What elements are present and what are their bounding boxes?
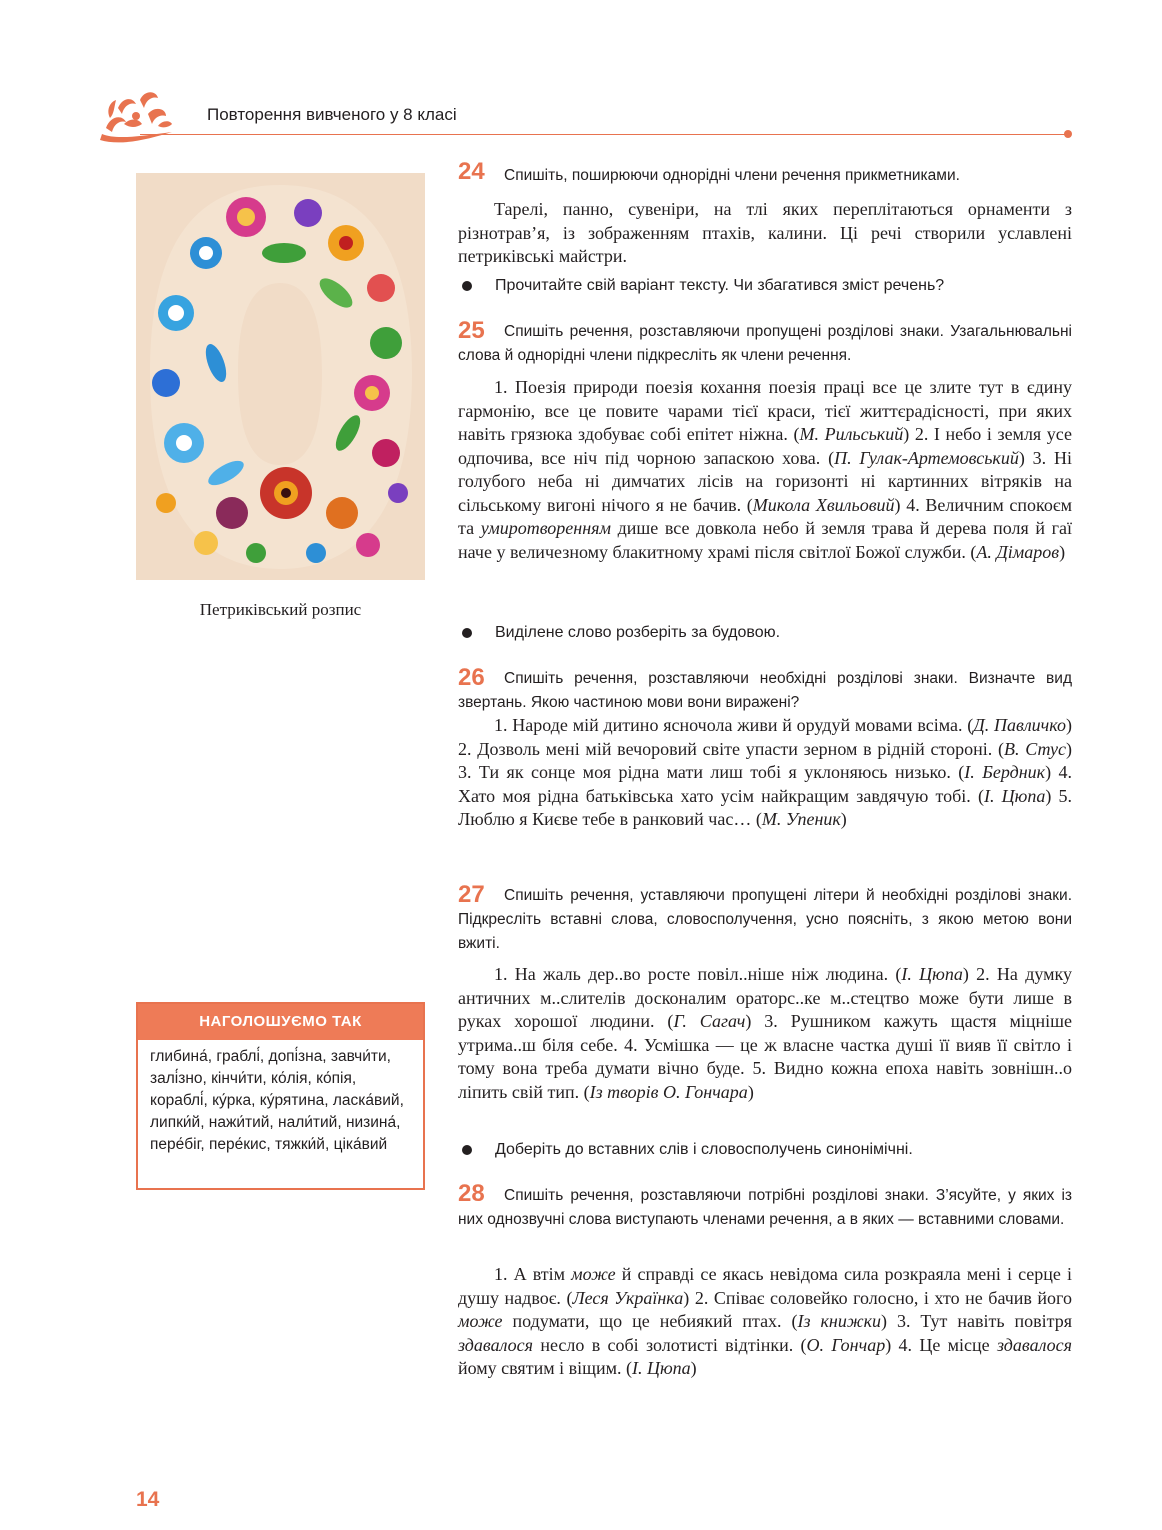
running-header: Повторення вивченого у 8 класі	[207, 105, 457, 124]
exercise-task: Спишіть, поширюючи однорідні члени речення прикметниками.	[504, 167, 960, 184]
petrykivka-painting-image	[136, 173, 425, 580]
illustration-caption: Петриківський розпис	[199, 600, 362, 619]
header-rule	[140, 134, 1068, 135]
exercise-task: Спишіть речення, розставляючи пропущені розділові знаки. Узагальнювальні слова й однорідні члени підкресліть як члени речення.	[458, 323, 1072, 364]
exercise-task: Спишіть речення, розставляючи потрібні розділові знаки. З’ясуйте, у яких із них однозвучні слова виступають членами речення, а в яких — вставними словами.	[458, 1187, 1072, 1228]
bullet-icon	[462, 1145, 472, 1155]
author: Із творів О. Гончара	[589, 1081, 748, 1102]
exercise-number: 26	[458, 664, 485, 691]
floral-ornament-icon	[96, 88, 176, 146]
highlighted-word: здавалося	[996, 1334, 1072, 1355]
author: М. Рильський	[799, 424, 904, 444]
bullet-icon	[462, 628, 472, 638]
exercise-text: 1. Народе мій дитино ясночола живи й орудуй мовами всіма. (Д. Павличко) 2. Дозволь мені мій вечоровий світе упасти зерном в рідній стороні. (В. Стус) 3. Ти як сонце моя рідна мати лиш тобі я уклоняюсь низько. (І. Бердник) 4. Хато моя рідна батьківська хато усім найкращим завдячую тобі. (І. Цюпа) 5. Люблю я Києве тебе в ранковий час… (М. Упеник)	[458, 715, 1073, 829]
page-number: 14	[136, 1488, 160, 1511]
author: Із книжки	[797, 1311, 882, 1331]
author: І. Цюпа	[901, 964, 963, 984]
exercise-number: 24	[458, 158, 485, 185]
stress-sidebar-title: НАГОЛОШУЄМО ТАК	[138, 1004, 423, 1040]
exercise-number: 27	[458, 881, 485, 908]
exercise-task: Спишіть речення, уставляючи пропущені літери й необхідні розділові знаки. Підкресліть вставні слова, словосполучення, усно поясніть, з якою метою вони вжиті.	[458, 887, 1072, 952]
exercise-task: Спишіть речення, розставляючи необхідні розділові знаки. Визначте вид звертань. Якою частиною мови вони виражені?	[458, 670, 1072, 711]
bullet-icon	[462, 281, 472, 291]
author: І. Бердник	[964, 762, 1046, 782]
exercise-number: 28	[458, 1180, 485, 1207]
exercise-text: 1. А втім може й справді се якась невідома сила розкраяла мені і серце і душу надвоє. (Леся Українка) 2. Співає соловейко голосно, і хто не бачив його може подумати, що це небиякий птах. (Із книжки) 3. Тут навіть повітря здавалося несло в собі золотисті відтінки. (О. Гончар) 4. Це місце здавалося йому святим і віщим. (І. Цюпа)	[458, 1264, 1073, 1378]
highlighted-word: умиротворенням	[480, 518, 612, 538]
author: Д. Павличко	[973, 715, 1067, 735]
exercise-number: 25	[458, 317, 485, 344]
highlighted-word: може	[571, 1264, 616, 1284]
author: А. Дімаров	[976, 541, 1060, 562]
author: В. Стус	[1003, 738, 1066, 759]
exercise-text: 1. Поезія природи поезія кохання поезія праці все це злите тут в єдину гармонію, все це повите чарами тієї краси, тієї життєрадісності, при яких навіть грязюка здобуває собі епітет ніжна. (М. Рильський) 2. І небо і земля усе одпочива, все ніч під чорною запаскою хова. (П. Гулак-Артемовський) 3. Ні голубого неба ні димчатих лісів на горизонті ні картинних вітряків на сільському вигоні нічого я не бачив. (Микола Хвильовий) 4. Величним спокоєм та умиротворенням дише все довкола небо й земля трава й дерева поля й гаї наче у величезному блакитному храмі після світлої Божої служби. (А. Дімаров)	[458, 377, 1073, 562]
author: І. Цюпа	[631, 1358, 691, 1378]
stress-sidebar-words: глибина́, граблі́, допі́зна, завчи́ти, залі́зно, кінчи́ти, ко́лія, ко́пія, кораблі́, ку́рка, ку́рятина, ласка́вий, липки́й, нажи́тий, нали́тий, низина́, пере́біг, пере́кис, тяжки́й, ціка́вий	[150, 1048, 404, 1153]
header-rule-dot	[1064, 130, 1072, 138]
author: Леся Українка	[572, 1287, 684, 1308]
author: Г. Сагач	[673, 1011, 746, 1031]
exercise-text: Тарелі, панно, сувеніри, на тлі яких переплітаються орнаменти з різнотрав’я, із зображенням птахів, калини. Ці речі створили уславлені петриківські майстри.	[458, 199, 1072, 266]
author: М. Упеник	[761, 809, 841, 829]
author: І. Цюпа	[983, 785, 1046, 806]
highlighted-word: здавалося	[458, 1334, 534, 1355]
author: Микола Хвильовий	[752, 494, 895, 515]
author: П. Гулак-Артемовський	[834, 447, 1019, 468]
exercise-text: 1. На жаль дер..во росте повіл..ніше ніж людина. (І. Цюпа) 2. На думку античних м..слителів досконалим ораторс..ке м..стецтво може бути лише в руках хорошої людини. (Г. Сагач) 3. Рушником кажуть щастя міцніше утрима..ш біля себе. 4. Усмішка — це ж власне частка душі її вияв її світло і тому вона треба думати вічно буде. 5. Видно кожна епоха навіть зовнішн..о ліпить свій тип. (Із творів О. Гончара)	[458, 964, 1072, 1102]
author: О. Гончар	[806, 1334, 886, 1355]
stress-sidebar	[136, 1002, 425, 1190]
highlighted-word: може	[458, 1311, 503, 1331]
